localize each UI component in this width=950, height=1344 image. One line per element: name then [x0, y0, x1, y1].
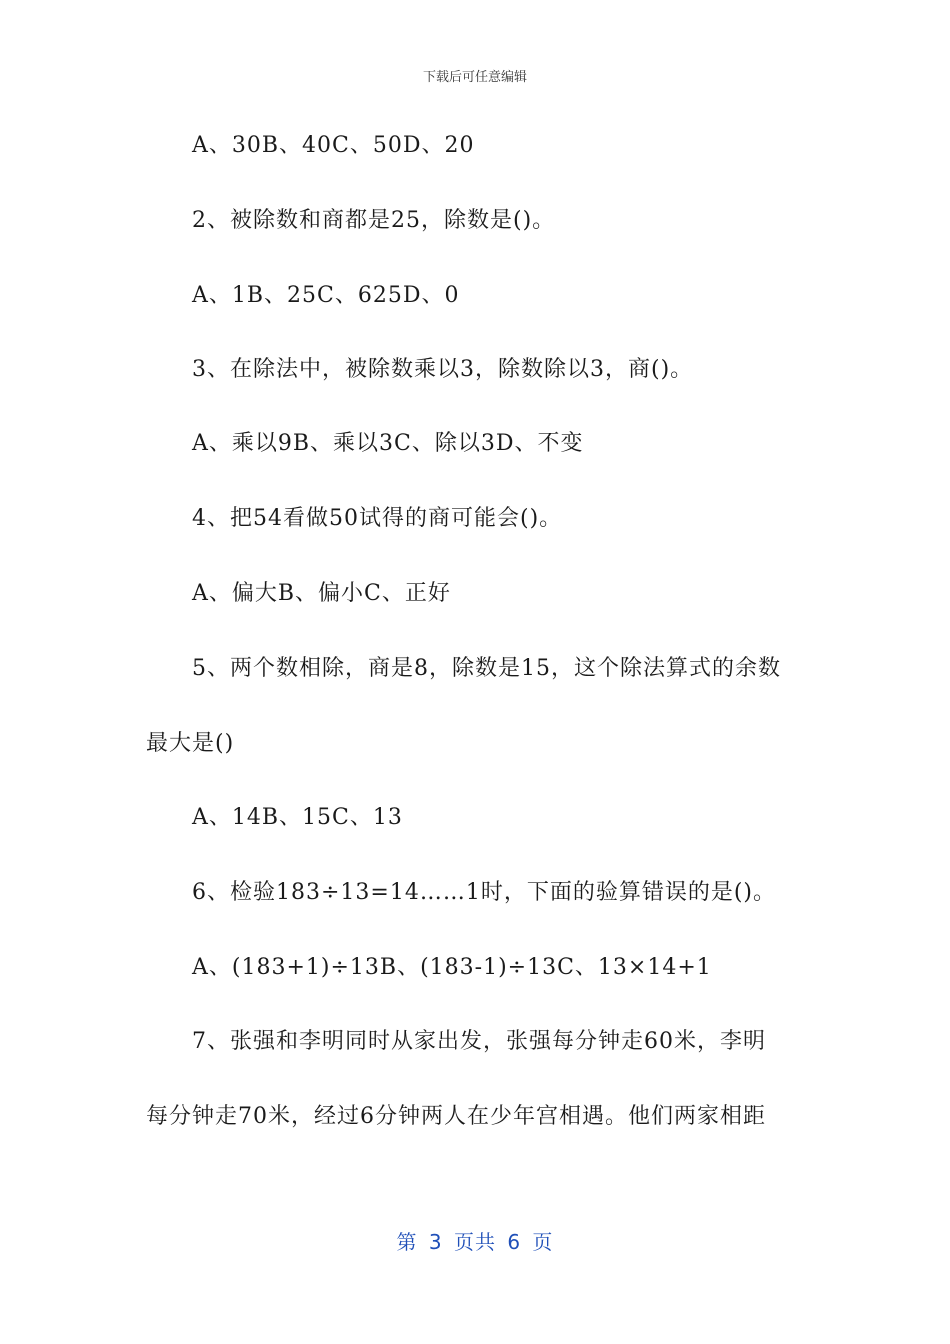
question-3: 3、在除法中，被除数乘以3，除数除以3，商()。 — [192, 357, 694, 382]
question-7: 7、张强和李明同时从家出发，张强每分钟走60米，李明 — [192, 1029, 766, 1054]
page-footer: 第 3 页共 6 页 — [396, 1230, 554, 1254]
question-1-options: A、30B、40C、50D、20 — [192, 133, 475, 158]
question-5-continued: 最大是() — [146, 731, 235, 756]
question-7-continued: 每分钟走70米，经过6分钟两人在少年宫相遇。他们两家相距 — [146, 1104, 766, 1129]
question-5-options: A、14B、15C、13 — [192, 805, 403, 830]
question-2: 2、被除数和商都是25，除数是()。 — [192, 208, 556, 233]
question-6-options: A、(183+1)÷13B、(183-1)÷13C、13×14+1 — [192, 955, 712, 980]
question-6: 6、检验183÷13=14……1时，下面的验算错误的是()。 — [192, 880, 777, 905]
question-4-options: A、偏大B、偏小C、正好 — [192, 581, 451, 606]
question-3-options: A、乘以9B、乘以3C、除以3D、不变 — [192, 431, 584, 456]
question-5: 5、两个数相除，商是8，除数是15，这个除法算式的余数 — [192, 656, 781, 681]
question-4: 4、把54看做50试得的商可能会()。 — [192, 506, 563, 531]
page-header: 下载后可任意编辑 — [422, 70, 527, 85]
question-2-options: A、1B、25C、625D、0 — [192, 283, 460, 308]
